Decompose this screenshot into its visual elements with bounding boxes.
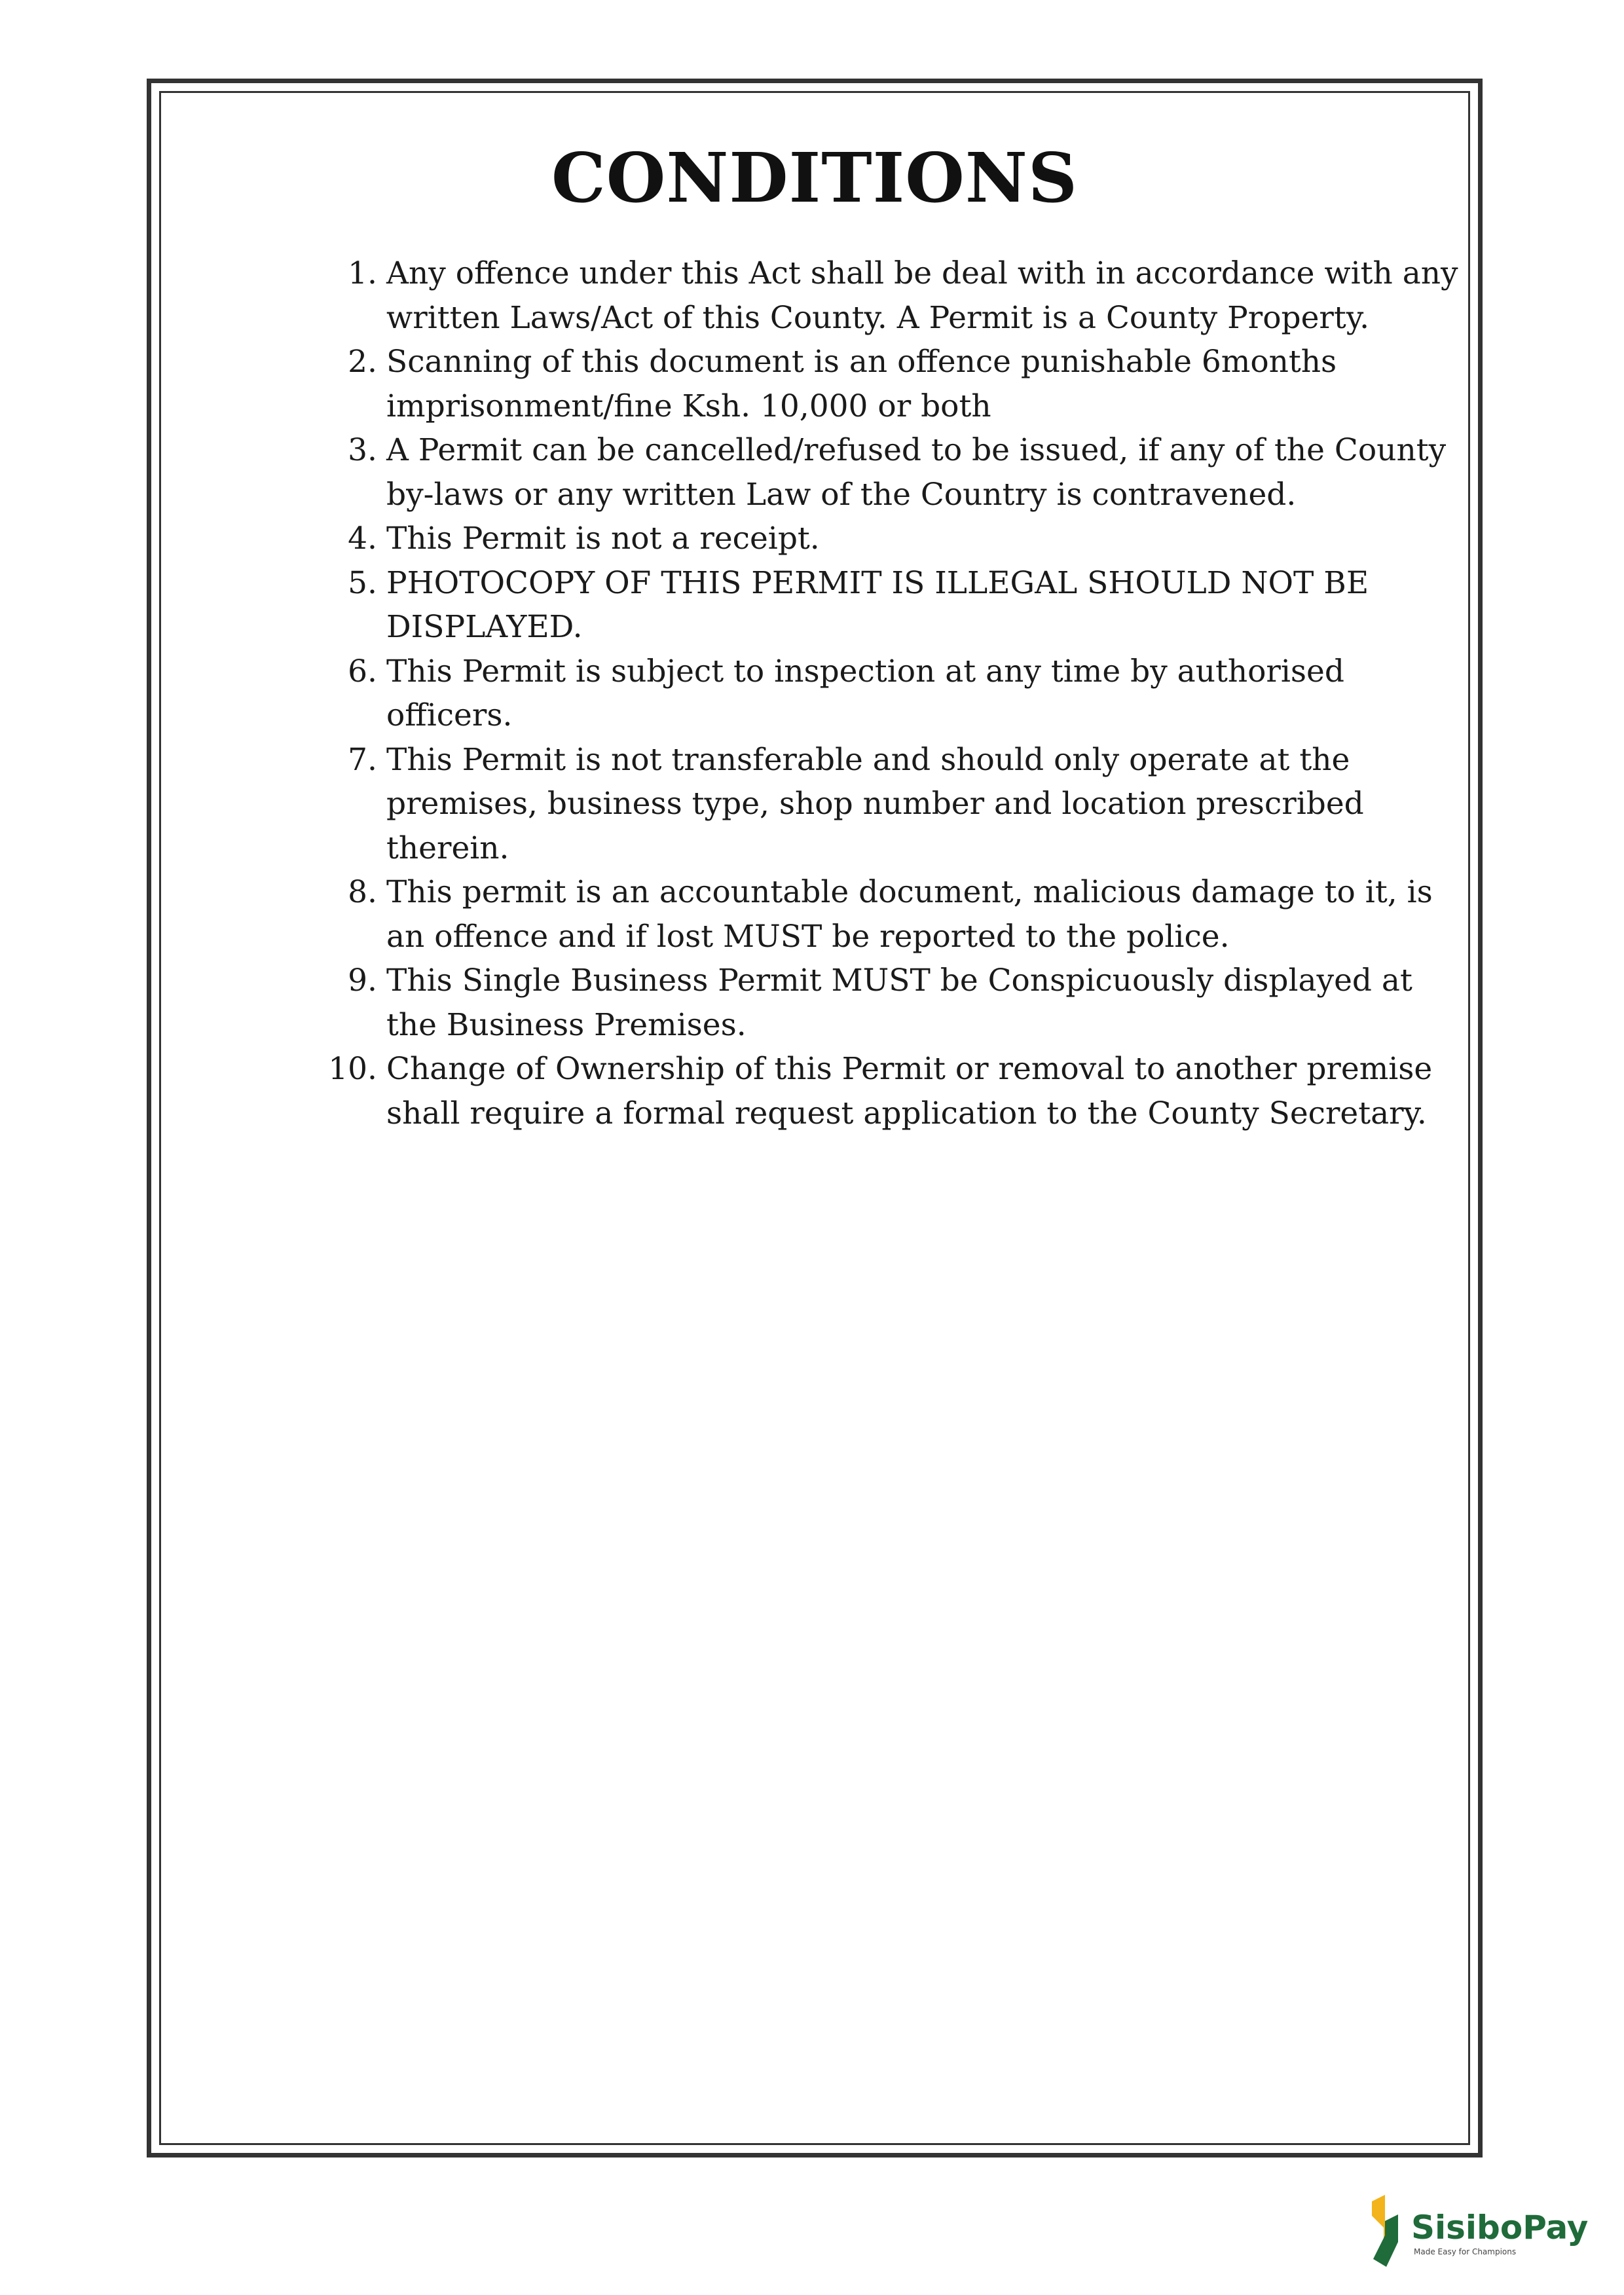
condition-text: A Permit can be cancelled/refused to be issued, if any of the County by-laws or any written Law of the Country is contravened.	[386, 432, 1447, 513]
condition-text: This permit is an accountable document, malicious damage to it, is an offence and if lost MUST be reported to the police.	[386, 874, 1433, 955]
document-border-inner	[159, 91, 1470, 2145]
condition-text: This Permit is not transferable and should only operate at the premises, business type, shop number and location prescribed therein.	[386, 741, 1364, 866]
condition-text: This Permit is subject to inspection at any time by authorised officers.	[386, 653, 1344, 733]
condition-number: 3.	[348, 432, 377, 468]
conditions-list	[274, 251, 1466, 1135]
condition-item	[274, 517, 1466, 561]
condition-item	[274, 959, 1466, 1047]
condition-number: 10.	[328, 1051, 377, 1087]
condition-item	[274, 251, 1466, 340]
condition-item	[274, 561, 1466, 650]
condition-number: 7.	[348, 741, 377, 778]
condition-number: 9.	[348, 963, 377, 999]
document-border-outer	[147, 79, 1483, 2157]
condition-number: 5.	[348, 564, 377, 601]
condition-item	[274, 738, 1466, 871]
condition-number: 2.	[348, 344, 377, 380]
condition-item	[274, 870, 1466, 959]
condition-item	[274, 428, 1466, 517]
condition-number: 6.	[348, 653, 377, 689]
condition-text: Change of Ownership of this Permit or removal to another premise shall require a formal request application to the County Secretary.	[386, 1051, 1433, 1131]
condition-text: Any offence under this Act shall be deal with in accordance with any written Laws/Act of this County. A Permit is a County Property.	[386, 255, 1458, 336]
page-title: CONDITIONS	[551, 138, 1079, 218]
condition-text: PHOTOCOPY OF THIS PERMIT IS ILLEGAL SHOULD NOT BE DISPLAYED.	[386, 564, 1369, 645]
logo-tagline: Made Easy for Champions	[1414, 2247, 1517, 2256]
condition-text: This Single Business Permit MUST be Conspicuously displayed at the Business Premises.	[386, 963, 1412, 1043]
condition-number: 4.	[348, 521, 377, 557]
condition-item	[274, 340, 1466, 428]
sisibopay-logo	[1365, 2195, 1589, 2273]
logo-name-part2: Pay	[1522, 2209, 1589, 2247]
condition-item	[274, 650, 1466, 738]
logo-wordmark	[1411, 2209, 1588, 2246]
condition-number: 8.	[348, 874, 377, 910]
condition-number: 1.	[348, 255, 377, 291]
condition-item	[274, 1047, 1466, 1135]
condition-text: This Permit is not a receipt.	[386, 521, 820, 557]
sisibopay-logo-icon	[1365, 2195, 1405, 2267]
logo-name-part1: Sisibo	[1411, 2209, 1523, 2247]
condition-text: Scanning of this document is an offence punishable 6months imprisonment/fine Ksh. 10,000 or both	[386, 344, 1337, 424]
